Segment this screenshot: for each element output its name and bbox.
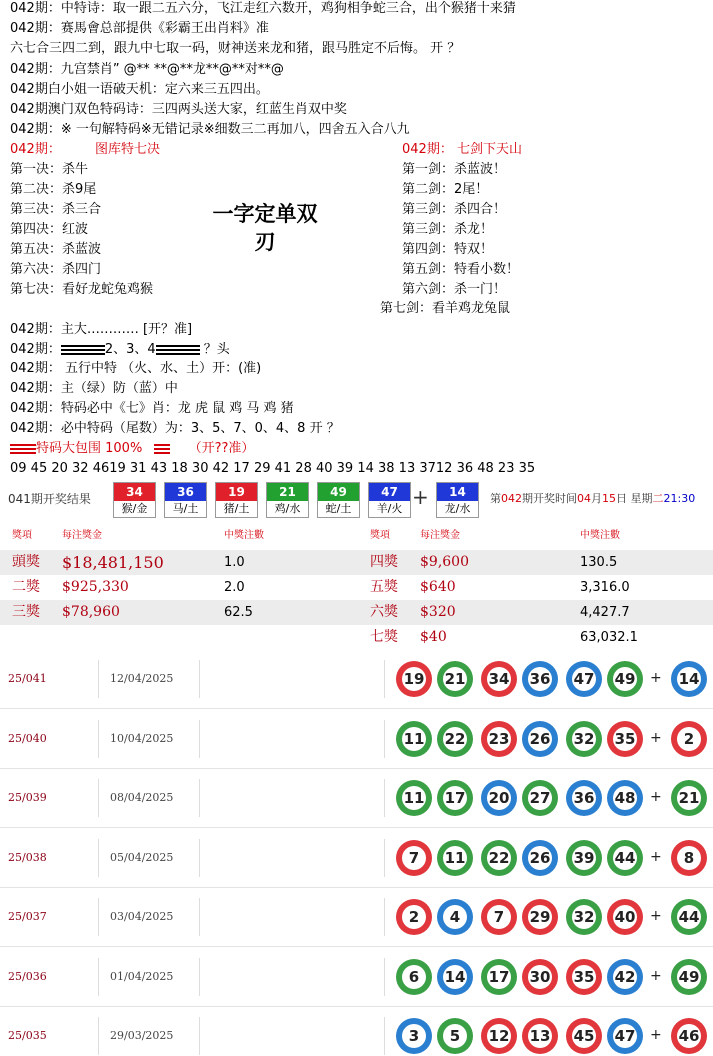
lottery-ball <box>607 899 643 935</box>
ball-number: 35 <box>572 965 596 989</box>
plus-sign: + <box>650 670 662 686</box>
left-item: 第一决：杀牛 <box>10 162 89 177</box>
ball-number: 11 <box>443 846 467 870</box>
lottery-ball <box>437 899 473 935</box>
draw-period: 25/041 <box>8 672 47 685</box>
column-divider <box>199 720 200 758</box>
lottery-ball <box>481 661 517 697</box>
ball-number: 5 <box>443 1024 467 1048</box>
ball-number: 20 <box>487 786 511 810</box>
draw-date: 08/04/2025 <box>110 791 174 804</box>
lottery-ball <box>396 780 432 816</box>
ball-number: 47 <box>613 1024 637 1048</box>
prize-table <box>0 525 713 650</box>
history-row <box>0 888 713 947</box>
column-divider <box>384 779 385 817</box>
draw-date: 29/03/2025 <box>110 1029 174 1042</box>
draw-date: 12/04/2025 <box>110 672 174 685</box>
draw-text: 日 星期 <box>616 492 653 505</box>
special-ball <box>671 1018 707 1054</box>
plus-sign: + <box>650 908 662 924</box>
lottery-ball <box>566 721 602 757</box>
lottery-ball <box>396 959 432 995</box>
column-divider <box>384 720 385 758</box>
ball-number: 12 <box>487 1024 511 1048</box>
l2-mid: 2、3、4 <box>104 342 156 357</box>
right-item: 第二剑：2尾！ <box>402 182 489 197</box>
prize-header: 獎項 <box>370 530 390 541</box>
ball-number: 26 <box>528 727 552 751</box>
left-item: 第五决：杀蓝波 <box>10 242 102 257</box>
prize-count: 1.0 <box>224 555 245 570</box>
draw-month: 04 <box>577 492 591 505</box>
history-row <box>0 829 713 888</box>
prize-header: 中獎注數 <box>224 530 264 541</box>
ball-number: 46 <box>677 1024 701 1048</box>
ball-number: 17 <box>487 965 511 989</box>
lottery-ball <box>566 780 602 816</box>
column-divider <box>384 660 385 698</box>
ball-number: 49 <box>677 965 701 989</box>
column-divider <box>98 839 99 877</box>
ball-number: 11 <box>402 786 426 810</box>
lottery-ball <box>566 840 602 876</box>
draw-period: 25/038 <box>8 850 47 864</box>
prize-count: 63,032.1 <box>580 630 638 645</box>
text-line: 042期：必中特码（尾数）为：3、5、7、0、4、8 开 ？ <box>10 421 340 436</box>
text-line: 042期：赛馬會总部提供《彩霸王出肖料》准 <box>10 21 269 36</box>
prize-row <box>0 575 713 600</box>
lottery-ball <box>437 959 473 995</box>
ball-number: 14 <box>677 667 701 691</box>
prize-name: 四獎 <box>370 554 398 570</box>
draw-period: 25/035 <box>8 1029 47 1042</box>
special-ball <box>671 899 707 935</box>
history-row <box>0 710 713 769</box>
left-block-header <box>10 141 160 159</box>
ball-number: 22 <box>443 727 467 751</box>
special-ball <box>436 482 479 518</box>
ball-number: 42 <box>613 965 637 989</box>
ball-number: 47 <box>572 667 596 691</box>
ball-number: 32 <box>572 905 596 929</box>
red-bars-decoration <box>10 444 36 454</box>
column-divider <box>384 898 385 936</box>
prize-header: 每注獎金 <box>420 530 460 541</box>
draw-day: 15 <box>602 492 616 505</box>
ball-number: 35 <box>613 727 637 751</box>
prize-header: 獎項 <box>12 530 32 541</box>
right-item: 第一剑：杀蓝波！ <box>402 162 507 177</box>
lottery-ball <box>522 959 558 995</box>
left-item: 第七决：看好龙蛇兔鸡猴 <box>10 282 154 297</box>
history-row <box>0 650 713 709</box>
result-ball <box>215 482 258 518</box>
plus-sign: + <box>650 789 662 805</box>
history-row <box>0 948 713 1007</box>
prize-count: 62.5 <box>224 605 253 620</box>
ball-number: 36 <box>572 786 596 810</box>
text-line: 六七合三四二到，跟九中七取一码，财神送来龙和猪，跟马胜定不后悔。 开 ？ <box>10 41 461 56</box>
special-ball <box>671 780 707 816</box>
column-divider <box>384 1017 385 1055</box>
column-divider <box>199 660 200 698</box>
prediction-text-area <box>0 0 713 520</box>
prize-name: 頭獎 <box>12 554 40 570</box>
lottery-ball <box>522 780 558 816</box>
lottery-ball <box>522 661 558 697</box>
draw-weekday: 二 <box>652 492 664 505</box>
right-header-title: 七剑下天山 <box>456 142 522 157</box>
prize-count: 3,316.0 <box>580 580 630 595</box>
lottery-ball <box>481 959 517 995</box>
ball-number: 7 <box>402 846 426 870</box>
text-line <box>10 440 254 458</box>
ball-number: 4 <box>443 905 467 929</box>
ball-number: 30 <box>528 965 552 989</box>
draw-period: 25/040 <box>8 731 47 745</box>
ball-number: 49 <box>613 667 637 691</box>
prize-name: 三獎 <box>12 604 40 620</box>
lottery-ball <box>607 1018 643 1054</box>
bars-decoration <box>61 345 105 355</box>
lottery-ball <box>437 780 473 816</box>
right-item: 第三剑：杀四合！ <box>402 202 507 217</box>
lottery-ball <box>396 899 432 935</box>
result-bar <box>0 482 713 518</box>
lottery-ball <box>396 840 432 876</box>
lottery-ball <box>522 721 558 757</box>
lottery-ball <box>437 1018 473 1054</box>
lottery-ball <box>481 1018 517 1054</box>
prize-row <box>0 625 713 650</box>
ball-zodiac: 猪/土 <box>223 502 250 515</box>
lottery-ball <box>437 661 473 697</box>
ball-number: 39 <box>572 846 596 870</box>
text-line: 042期： 五行中特 （火、水、土）开：(准) <box>10 361 262 376</box>
lottery-ball <box>481 899 517 935</box>
result-ball <box>113 482 156 518</box>
prize-count: 2.0 <box>224 580 245 595</box>
ball-number: 19 <box>402 667 426 691</box>
prize-header: 每注獎金 <box>62 530 102 541</box>
column-divider <box>384 958 385 996</box>
lottery-ball <box>437 721 473 757</box>
ball-number: 36 <box>165 483 206 501</box>
ball-number: 21 <box>677 786 701 810</box>
column-divider <box>98 660 99 698</box>
center-big-text: 一字定单双 刃 <box>212 201 318 254</box>
left-item: 第二决：杀9尾 <box>10 182 97 197</box>
left-header-prefix: 042期： <box>10 142 61 157</box>
column-divider <box>199 898 200 936</box>
right-item: 第四剑：特双！ <box>402 242 494 257</box>
l7-tail: （开??准） <box>188 441 255 456</box>
ball-number: 11 <box>402 727 426 751</box>
ball-number: 29 <box>528 905 552 929</box>
column-divider <box>98 958 99 996</box>
prize-amount: $320 <box>420 604 456 620</box>
right-header-prefix: 042期： <box>402 142 453 157</box>
ball-number: 3 <box>402 1024 426 1048</box>
result-ball <box>266 482 309 518</box>
text-line: 042期：主大………… [开？准] <box>10 322 193 337</box>
column-divider <box>199 839 200 877</box>
draw-text: 第 <box>490 492 501 505</box>
lottery-ball <box>566 899 602 935</box>
special-ball <box>671 721 707 757</box>
lottery-ball <box>481 721 517 757</box>
text-line: 042期澳门双色特码诗：三四两头送大家，红蓝生肖双中奖 <box>10 102 347 117</box>
prize-amount: $78,960 <box>62 604 120 620</box>
lottery-ball <box>437 840 473 876</box>
text-line: 042期：主（绿）防（蓝）中 <box>10 381 178 396</box>
ball-zodiac: 龙/水 <box>444 502 471 515</box>
lottery-ball <box>522 1018 558 1054</box>
left-header-title: 图库特七决 <box>94 142 160 157</box>
prize-header: 中獎注數 <box>580 530 620 541</box>
draw-period: 25/037 <box>8 910 47 923</box>
result-ball <box>368 482 411 518</box>
number-sequence: 09 45 20 32 4619 31 43 18 30 42 17 29 41 28 40 39 14 38 13 3712 36 48 23 35 <box>10 461 536 476</box>
ball-number: 2 <box>402 905 426 929</box>
red-bars-decoration <box>154 444 170 454</box>
next-draw-time <box>490 490 695 506</box>
lottery-ball <box>607 780 643 816</box>
text-line: 042期：※ 一句解特码※无错记录※细数三二再加八，四舍五入合八九 <box>10 122 410 137</box>
draw-date: 01/04/2025 <box>110 969 174 983</box>
plus-sign: + <box>650 967 662 984</box>
l7-text: 特码大包围 100% <box>36 441 143 456</box>
plus-sign: + <box>650 1027 662 1043</box>
right-block-header <box>402 141 522 159</box>
prize-name: 六獎 <box>370 604 398 620</box>
draw-text: 期开奖时间 <box>522 492 577 505</box>
right-item: 第六剑：杀一门！ <box>402 282 507 297</box>
ball-number: 17 <box>443 786 467 810</box>
bars-decoration <box>156 345 200 355</box>
result-ball <box>317 482 360 518</box>
ball-number: 36 <box>528 667 552 691</box>
prize-amount: $640 <box>420 579 456 595</box>
l2-suffix: ？头 <box>199 342 230 357</box>
prize-count: 4,427.7 <box>580 605 630 620</box>
special-ball <box>671 959 707 995</box>
plus-sign: + <box>412 485 429 509</box>
prize-name: 二獎 <box>12 579 40 595</box>
ball-number: 14 <box>443 965 467 989</box>
column-divider <box>199 779 200 817</box>
prize-count: 130.5 <box>580 555 618 570</box>
ball-number: 40 <box>613 905 637 929</box>
draw-date: 03/04/2025 <box>110 910 174 923</box>
text-line: 042期：中特诗：取一跟二五六分，飞江走红六数开，鸡狗相争蛇三合，出个猴猪十来猜 <box>10 1 516 16</box>
lottery-ball <box>396 1018 432 1054</box>
history-row <box>0 769 713 828</box>
ball-number: 47 <box>369 483 410 501</box>
column-divider <box>98 720 99 758</box>
prize-row <box>0 550 713 575</box>
left-item: 第六决：杀四门 <box>10 262 102 277</box>
ball-zodiac: 蛇/土 <box>325 502 352 515</box>
ball-zodiac: 猴/金 <box>121 502 148 515</box>
ball-number: 22 <box>487 846 511 870</box>
special-ball <box>671 840 707 876</box>
lottery-ball <box>566 959 602 995</box>
ball-number: 7 <box>487 905 511 929</box>
text-line: 042期：特码必中《七》肖：龙 虎 鼠 鸡 马 鸡 猪 <box>10 401 294 416</box>
column-divider <box>199 958 200 996</box>
lottery-ball <box>607 959 643 995</box>
right-item: 第五剑：特看小数！ <box>402 262 520 277</box>
ball-number: 27 <box>528 786 552 810</box>
ball-number: 32 <box>572 727 596 751</box>
ball-number: 13 <box>528 1024 552 1048</box>
column-divider <box>199 1017 200 1055</box>
lottery-ball <box>396 721 432 757</box>
ball-number: 34 <box>114 483 155 501</box>
ball-zodiac: 鸡/水 <box>274 502 301 515</box>
draw-text: 月 <box>591 492 602 505</box>
draw-period: 25/036 <box>8 969 47 983</box>
ball-number: 6 <box>402 965 426 989</box>
lottery-ball <box>607 840 643 876</box>
ball-number: 48 <box>613 786 637 810</box>
prize-amount: $9,600 <box>420 554 469 570</box>
lottery-ball <box>607 721 643 757</box>
column-divider <box>98 898 99 936</box>
ball-number: 19 <box>216 483 257 501</box>
column-divider <box>98 779 99 817</box>
lottery-ball <box>481 780 517 816</box>
left-item: 第三决：杀三合 <box>10 202 102 217</box>
draw-period: 042 <box>501 492 522 505</box>
ball-zodiac: 马/土 <box>172 502 199 515</box>
lottery-ball <box>566 1018 602 1054</box>
prize-row <box>0 600 713 625</box>
prize-amount: $18,481,150 <box>62 553 164 572</box>
prize-name: 七獎 <box>370 629 398 645</box>
history-row <box>0 1007 713 1056</box>
right-item: 第三剑：杀龙！ <box>402 222 494 237</box>
ball-number: 21 <box>267 483 308 501</box>
column-divider <box>98 1017 99 1055</box>
result-ball <box>164 482 207 518</box>
draw-date: 10/04/2025 <box>110 731 174 745</box>
ball-number: 23 <box>487 727 511 751</box>
column-divider <box>384 839 385 877</box>
left-item: 第四决：红波 <box>10 222 89 237</box>
ball-number: 34 <box>487 667 511 691</box>
ball-number: 44 <box>613 846 637 870</box>
lottery-ball <box>522 840 558 876</box>
lottery-ball <box>607 661 643 697</box>
prize-amount: $925,330 <box>62 579 129 595</box>
lottery-ball <box>566 661 602 697</box>
ball-zodiac: 羊/火 <box>376 502 403 515</box>
draw-time: 21:30 <box>663 492 696 505</box>
plus-sign: + <box>650 848 662 865</box>
ball-number: 8 <box>677 846 701 870</box>
ball-number: 26 <box>528 846 552 870</box>
ball-number: 21 <box>443 667 467 691</box>
l2-prefix: 042期： <box>10 342 61 357</box>
prize-name: 五獎 <box>370 579 398 595</box>
ball-number: 49 <box>318 483 359 501</box>
special-ball <box>671 661 707 697</box>
right-item: 第七剑：看羊鸡龙兔鼠 <box>380 301 511 316</box>
lottery-ball <box>522 899 558 935</box>
draw-date: 05/04/2025 <box>110 850 174 864</box>
lottery-ball <box>396 661 432 697</box>
text-line: 042期：九宫禁肖” @** **@**龙**@**对**@ <box>10 62 284 77</box>
ball-number: 2 <box>677 727 701 751</box>
text-line: 042期白小姐一语破天机：定六来三五四出。 <box>10 82 269 97</box>
text-line <box>10 341 230 359</box>
ball-number: 14 <box>437 483 478 501</box>
ball-number: 44 <box>677 905 701 929</box>
draw-period: 25/039 <box>8 791 47 804</box>
ball-number: 45 <box>572 1024 596 1048</box>
prize-amount: $40 <box>420 629 447 645</box>
plus-sign: + <box>650 729 662 746</box>
lottery-ball <box>481 840 517 876</box>
result-label: 041期开奖结果 <box>8 492 91 506</box>
